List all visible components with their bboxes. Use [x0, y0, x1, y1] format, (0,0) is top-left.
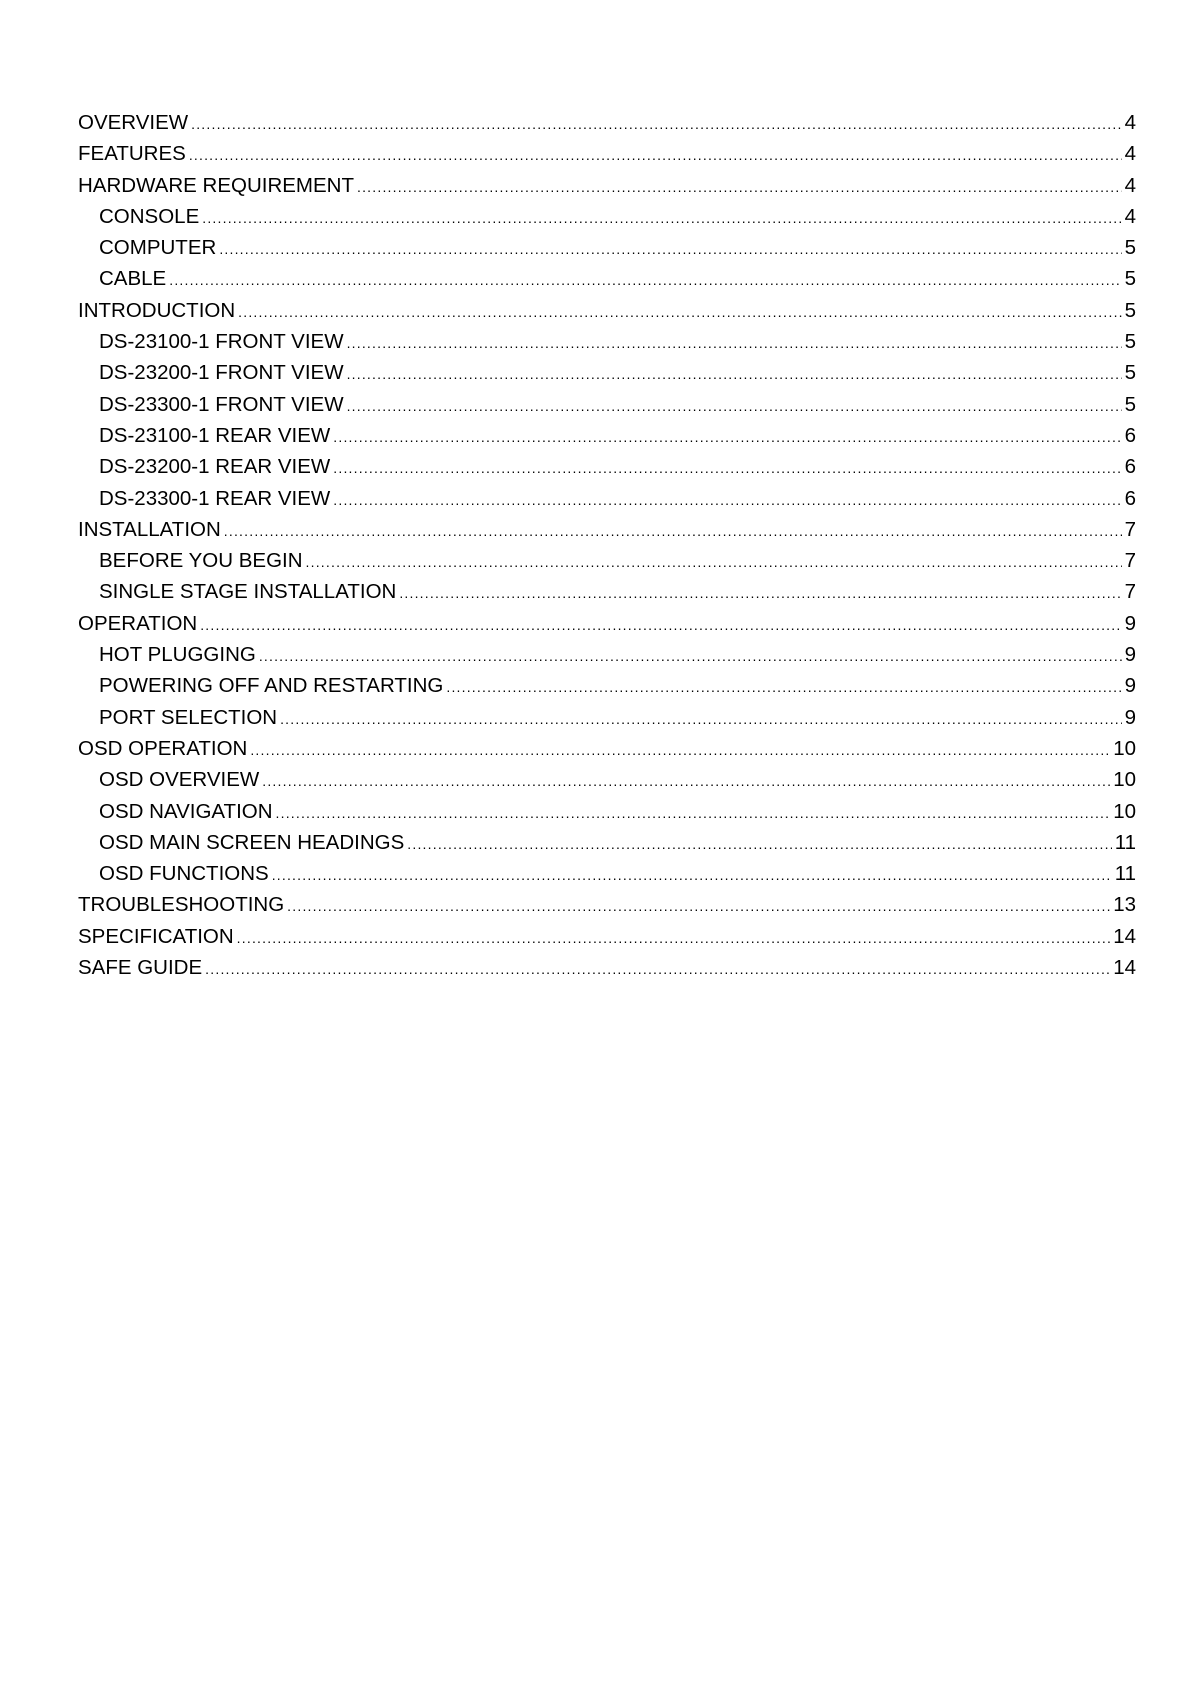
toc-entry-page-number: 7 — [1124, 549, 1136, 573]
toc-entry[interactable] — [78, 952, 1136, 983]
toc-entry-title: POWERING OFF AND RESTARTING — [99, 674, 444, 698]
toc-entry-page-number: 11 — [1114, 862, 1136, 886]
toc-entry[interactable] — [78, 702, 1136, 733]
toc-entry-page-number: 9 — [1124, 611, 1136, 635]
toc-entry-title: DS-23100-1 FRONT VIEW — [99, 330, 344, 354]
toc-entry-page-number: 7 — [1124, 517, 1136, 541]
toc-entry[interactable] — [78, 921, 1136, 952]
toc-entry[interactable] — [78, 889, 1136, 920]
dot-leader — [347, 391, 1122, 422]
toc-entry[interactable] — [78, 545, 1136, 576]
toc-entry-page-number: 6 — [1124, 486, 1136, 510]
toc-entry-title: HARDWARE REQUIREMENT — [78, 173, 354, 197]
toc-entry-title: INSTALLATION — [78, 517, 221, 541]
toc-entry[interactable] — [78, 326, 1136, 357]
toc-entry[interactable] — [78, 576, 1136, 607]
toc-entry[interactable] — [78, 451, 1136, 482]
dot-leader — [333, 485, 1121, 516]
toc-entry-page-number: 10 — [1113, 736, 1136, 760]
dot-leader — [259, 641, 1122, 672]
toc-entry[interactable] — [78, 232, 1136, 263]
toc-entry-title: CONSOLE — [99, 204, 200, 228]
toc-entry-title: DS-23100-1 REAR VIEW — [99, 423, 331, 447]
dot-leader — [446, 672, 1121, 703]
dot-leader — [219, 234, 1121, 265]
toc-entry-title: INTRODUCTION — [78, 298, 236, 322]
toc-entry[interactable] — [78, 357, 1136, 388]
toc-entry-page-number: 14 — [1113, 956, 1136, 980]
toc-entry-title: OSD OPERATION — [78, 736, 248, 760]
toc-entry-page-number: 9 — [1124, 643, 1136, 667]
toc-entry-title: OSD MAIN SCREEN HEADINGS — [99, 830, 405, 854]
dot-leader — [333, 422, 1121, 453]
toc-entry[interactable] — [78, 389, 1136, 420]
toc-entry-title: SAFE GUIDE — [78, 956, 203, 980]
toc-entry[interactable] — [78, 263, 1136, 294]
toc-entry-page-number: 4 — [1124, 173, 1136, 197]
dot-leader — [407, 829, 1111, 860]
toc-entry-title: TROUBLESHOOTING — [78, 893, 285, 917]
toc-entry-title: DS-23300-1 FRONT VIEW — [99, 392, 344, 416]
toc-entry[interactable] — [78, 514, 1136, 545]
dot-leader — [250, 735, 1110, 766]
toc-entry-title: DS-23200-1 REAR VIEW — [99, 455, 331, 479]
toc-entry-title: PORT SELECTION — [99, 705, 278, 729]
dot-leader — [262, 766, 1110, 797]
dot-leader — [399, 578, 1121, 609]
toc-entry-page-number: 4 — [1124, 204, 1136, 228]
toc-entry-title: DS-23200-1 FRONT VIEW — [99, 361, 344, 385]
dot-leader — [347, 328, 1122, 359]
toc-entry-page-number: 5 — [1124, 298, 1136, 322]
toc-entry-page-number: 14 — [1113, 924, 1136, 948]
dot-leader — [238, 297, 1121, 328]
dot-leader — [169, 265, 1121, 296]
toc-entry[interactable] — [78, 733, 1136, 764]
dot-leader — [276, 798, 1111, 829]
dot-leader — [287, 891, 1110, 922]
dot-leader — [224, 516, 1122, 547]
dot-leader — [189, 140, 1122, 171]
dot-leader — [272, 860, 1112, 891]
toc-entry[interactable] — [78, 827, 1136, 858]
toc-entry-page-number: 6 — [1124, 455, 1136, 479]
toc-entry-page-number: 4 — [1124, 111, 1136, 134]
dot-leader — [205, 954, 1110, 985]
toc-entry-page-number: 7 — [1124, 580, 1136, 604]
dot-leader — [202, 203, 1121, 234]
toc-entry-title: SPECIFICATION — [78, 924, 234, 948]
toc-entry[interactable] — [78, 858, 1136, 889]
toc-entry-title: OSD OVERVIEW — [99, 768, 260, 792]
toc-entry[interactable] — [78, 670, 1136, 701]
toc-entry-title: COMPUTER — [99, 236, 217, 260]
toc-entry-page-number: 9 — [1124, 674, 1136, 698]
toc-entry-title: OPERATION — [78, 611, 198, 635]
toc-entry-title: FEATURES — [78, 142, 186, 166]
dot-leader — [357, 172, 1122, 203]
toc-entry-title: CABLE — [99, 267, 167, 291]
dot-leader — [200, 610, 1121, 641]
dot-leader — [306, 547, 1122, 578]
toc-entry[interactable] — [78, 764, 1136, 795]
toc-entry-page-number: 9 — [1124, 705, 1136, 729]
toc-entry-page-number: 10 — [1113, 768, 1136, 792]
toc-entry[interactable] — [78, 483, 1136, 514]
dot-leader — [191, 109, 1121, 140]
toc-entry-page-number: 13 — [1113, 893, 1136, 917]
toc-entry-page-number: 5 — [1124, 392, 1136, 416]
toc-entry-page-number: 5 — [1124, 361, 1136, 385]
toc-entry[interactable] — [78, 138, 1136, 169]
toc-entry-title: SINGLE STAGE INSTALLATION — [99, 580, 397, 604]
toc-entry[interactable] — [78, 201, 1136, 232]
toc-entry-title: DS-23300-1 REAR VIEW — [99, 486, 331, 510]
toc-entry[interactable] — [78, 796, 1136, 827]
dot-leader — [237, 923, 1111, 954]
toc-entry[interactable] — [78, 107, 1136, 138]
toc-entry-title: HOT PLUGGING — [99, 643, 256, 667]
toc-entry[interactable] — [78, 295, 1136, 326]
toc-entry[interactable] — [78, 170, 1136, 201]
toc-entry-title: BEFORE YOU BEGIN — [99, 549, 303, 573]
toc-entry[interactable] — [78, 608, 1136, 639]
toc-entry[interactable] — [78, 420, 1136, 451]
toc-entry-title: OSD NAVIGATION — [99, 799, 273, 823]
table-of-contents — [78, 107, 1136, 983]
toc-entry-page-number: 5 — [1124, 330, 1136, 354]
toc-entry[interactable] — [78, 639, 1136, 670]
toc-entry-page-number: 5 — [1124, 267, 1136, 291]
dot-leader — [347, 359, 1122, 390]
toc-entry-page-number: 4 — [1124, 142, 1136, 166]
dot-leader — [333, 453, 1121, 484]
toc-entry-page-number: 10 — [1113, 799, 1136, 823]
dot-leader — [280, 704, 1122, 735]
toc-entry-title: OVERVIEW — [78, 111, 189, 134]
toc-entry-page-number: 11 — [1114, 830, 1136, 854]
toc-entry-title: OSD FUNCTIONS — [99, 862, 269, 886]
toc-entry-page-number: 5 — [1124, 236, 1136, 260]
toc-entry-page-number: 6 — [1124, 423, 1136, 447]
